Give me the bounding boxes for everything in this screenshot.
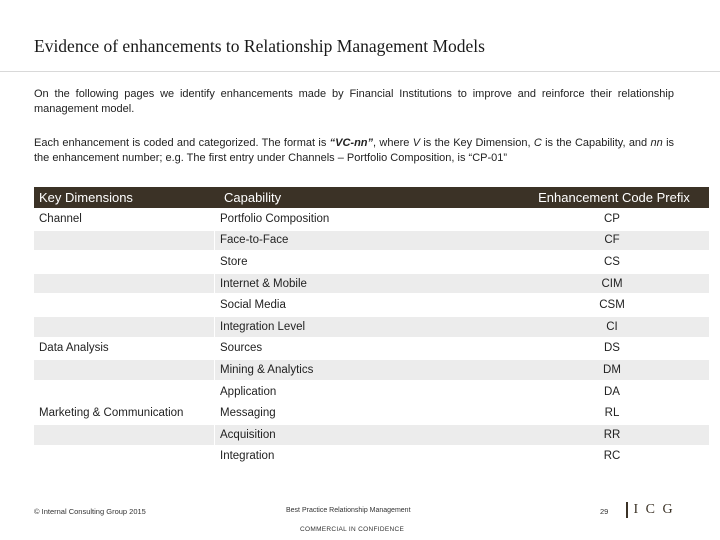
format-text: is the Capability, and bbox=[541, 137, 651, 149]
table-row bbox=[34, 273, 709, 295]
code-cell: RL bbox=[604, 407, 620, 420]
intro-paragraph: On the following pages we identify enhancements made by Financial Institutions to improve and reinforce their relationship management model. bbox=[34, 88, 674, 115]
code-cell: CIM bbox=[601, 277, 623, 290]
var-v: V bbox=[412, 137, 421, 149]
table-row bbox=[34, 359, 709, 381]
code-cell: CS bbox=[604, 255, 620, 268]
header-key-dimensions: Key Dimensions bbox=[39, 190, 133, 205]
title-divider bbox=[0, 71, 720, 72]
table-row bbox=[34, 446, 709, 468]
capability-cell: Portfolio Composition bbox=[220, 212, 330, 225]
capability-cell: Messaging bbox=[220, 407, 276, 420]
var-nn: nn bbox=[650, 137, 663, 149]
code-cell: DA bbox=[604, 385, 620, 398]
code-cell: DM bbox=[603, 363, 621, 376]
capability-cell: Social Media bbox=[220, 299, 286, 312]
format-text: is the Key Dimension, bbox=[420, 137, 534, 149]
format-text: is the enhancement number; e.g. The first entry under Channels – Portfolio Composition, is “CP-01” bbox=[34, 137, 675, 164]
var-c: C bbox=[533, 137, 542, 149]
icg-logo: I C G bbox=[626, 502, 680, 518]
table-header bbox=[34, 187, 709, 208]
capability-cell: Internet & Mobile bbox=[220, 277, 307, 290]
enhancement-code-table bbox=[34, 187, 709, 467]
format-lead: Each enhancement is coded and categorized. The format is bbox=[34, 137, 330, 149]
header-code-prefix: Enhancement Code Prefix bbox=[538, 190, 690, 205]
capability-cell: Store bbox=[220, 255, 248, 268]
page-number: 29 bbox=[600, 507, 609, 516]
capability-cell: Application bbox=[220, 385, 277, 398]
capability-cell: Integration bbox=[220, 450, 275, 463]
code-cell: RR bbox=[603, 428, 621, 441]
capability-cell: Mining & Analytics bbox=[220, 363, 314, 376]
code-cell: CP bbox=[604, 212, 620, 225]
document-title: Best Practice Relationship Management bbox=[286, 507, 411, 514]
format-text: , where bbox=[373, 137, 413, 149]
header-capability: Capability bbox=[224, 190, 282, 205]
code-cell: CI bbox=[606, 320, 618, 333]
format-paragraph bbox=[34, 136, 674, 166]
code-cell: RC bbox=[603, 450, 621, 463]
copyright: © Internal Consulting Group 2015 bbox=[34, 507, 146, 516]
page-title: Evidence of enhancements to Relationship Management Models bbox=[34, 36, 485, 56]
capability-cell: Acquisition bbox=[220, 428, 276, 441]
table-row bbox=[34, 338, 709, 360]
code-cell: DS bbox=[604, 342, 620, 355]
table-row bbox=[34, 251, 709, 273]
format-code: “VC-nn” bbox=[329, 137, 374, 149]
capability-cell: Face-to-Face bbox=[220, 234, 289, 247]
dimension-cell: Channel bbox=[39, 212, 82, 225]
table-row bbox=[34, 316, 709, 338]
code-cell: CF bbox=[604, 234, 620, 247]
table-row bbox=[34, 424, 709, 446]
dimension-cell: Data Analysis bbox=[39, 342, 109, 355]
capability-cell: Sources bbox=[220, 342, 263, 355]
dimension-cell: Marketing & Communication bbox=[39, 407, 184, 420]
code-cell: CSM bbox=[599, 299, 625, 312]
table-row bbox=[34, 208, 709, 230]
table-row bbox=[34, 402, 709, 424]
confidentiality-label: COMMERCIAL IN CONFIDENCE bbox=[300, 526, 405, 533]
table-row bbox=[34, 230, 709, 252]
table-row bbox=[34, 381, 709, 403]
capability-cell: Integration Level bbox=[220, 320, 306, 333]
table-row bbox=[34, 294, 709, 316]
